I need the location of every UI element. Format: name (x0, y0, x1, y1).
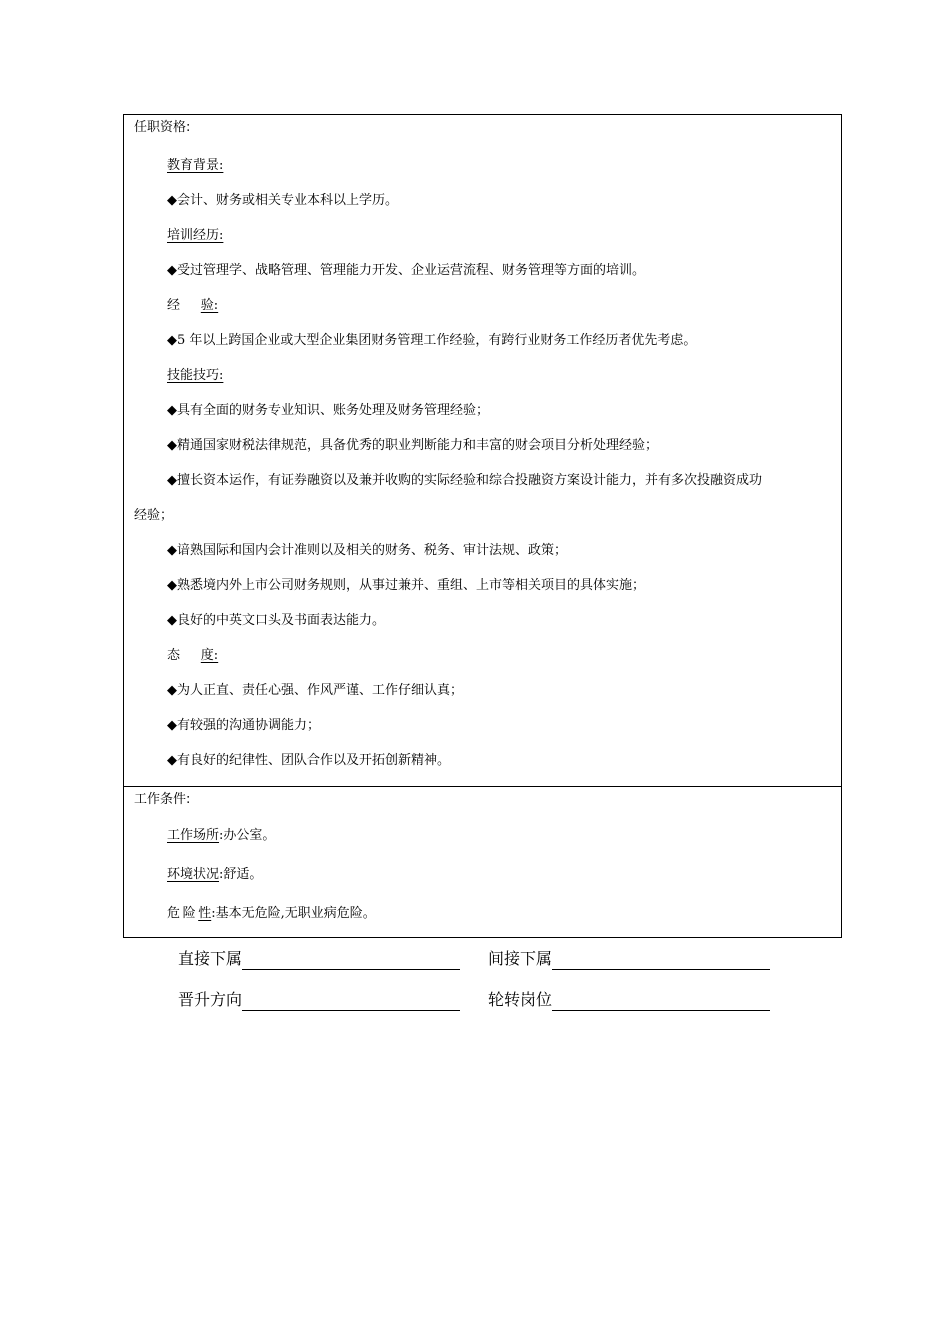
direct-subordinate-blank[interactable] (242, 953, 460, 970)
skills-item: ◆良好的中英文口头及书面表达能力。 (167, 613, 385, 628)
qualifications-title: 任职资格: (134, 120, 191, 135)
skills-item-continuation: 经验； (134, 508, 174, 523)
skills-item: ◆谙熟国际和国内会计准则以及相关的财务、税务、审计法规、政策； (167, 543, 567, 558)
attitude-item: ◆有良好的纪律性、团队合作以及开拓创新精神。 (167, 753, 450, 768)
skills-heading: 技能技巧: (167, 368, 224, 383)
conditions-section (124, 786, 841, 937)
rotation-position-blank[interactable] (552, 994, 770, 1011)
attitude-item: ◆有较强的沟通协调能力； (167, 718, 320, 733)
promotion-direction-blank[interactable] (242, 994, 460, 1011)
footer-row-subordinates (178, 948, 778, 970)
skills-item: ◆具有全面的财务专业知识、账务处理及财务管理经验； (167, 403, 489, 418)
risk-value: :基本无危险,无职业病危险。 (211, 906, 376, 921)
promotion-direction-label: 晋升方向 (178, 990, 243, 1009)
indirect-subordinate-blank[interactable] (552, 953, 770, 970)
education-item: ◆会计、财务或相关专业本科以上学历。 (167, 193, 398, 208)
attitude-heading: 态 度: (167, 648, 219, 663)
environment-label: 环境状况 (167, 867, 220, 882)
experience-heading: 经 验: (167, 298, 219, 313)
training-item: ◆受过管理学、战略管理、管理能力开发、企业运营流程、财务管理等方面的培训。 (167, 263, 645, 278)
attitude-item: ◆为人正直、责任心强、作风严谨、工作仔细认真； (167, 683, 463, 698)
skills-item: ◆擅长资本运作，有证券融资以及兼并收购的实际经验和综合投融资方案设计能力，并有多次投融资成功 (167, 473, 762, 488)
indirect-subordinate-field (488, 948, 770, 970)
qualifications-section (124, 115, 841, 786)
skills-item: ◆熟悉境内外上市公司财务规则，从事过兼并、重组、上市等相关项目的具体实施； (167, 578, 645, 593)
rotation-position-field (488, 989, 770, 1011)
skills-item: ◆精通国家财税法律规范，具备优秀的职业判断能力和丰富的财会项目分析处理经验； (167, 438, 658, 453)
environment-value: :舒适。 (219, 867, 263, 882)
footer-row-career (178, 989, 778, 1011)
risk-line (134, 894, 831, 933)
conditions-title: 工作条件: (134, 792, 191, 807)
direct-subordinate-field (178, 948, 460, 970)
environment-line (134, 855, 831, 894)
workplace-label: 工作场所 (167, 828, 220, 843)
education-heading: 教育背景: (167, 158, 224, 173)
experience-item: ◆5 年以上跨国企业或大型企业集团财务管理工作经验，有跨行业财务工作经历者优先考虑。 (167, 333, 697, 348)
rotation-position-label: 轮转岗位 (488, 990, 553, 1009)
workplace-value: :办公室。 (219, 828, 276, 843)
job-description-table (123, 114, 842, 938)
risk-label: 危 险 性 (167, 906, 212, 921)
training-heading: 培训经历: (167, 228, 224, 243)
workplace-line (134, 816, 831, 855)
indirect-subordinate-label: 间接下属 (488, 949, 553, 968)
promotion-direction-field (178, 989, 460, 1011)
direct-subordinate-label: 直接下属 (178, 949, 243, 968)
